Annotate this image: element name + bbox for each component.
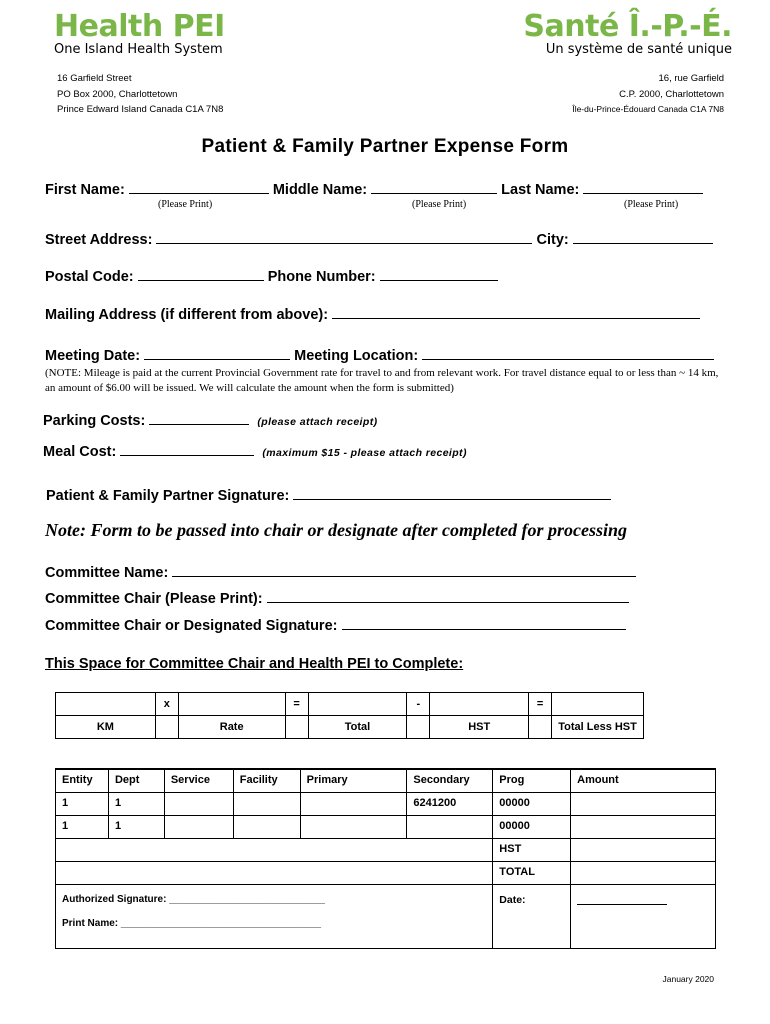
address-line: Prince Edward Island Canada C1A 7N8 [57, 104, 224, 115]
spacer-cell [285, 716, 308, 739]
logo-title: Health PEI [54, 9, 225, 44]
km-input[interactable] [56, 693, 156, 716]
mailing-row [45, 304, 700, 323]
mailing-address-label: Mailing Address (if different from above): [45, 307, 329, 323]
spacer-cell [529, 716, 552, 739]
total-label: Total [308, 716, 407, 739]
first-name-label: First Name: [45, 182, 125, 198]
date-cell[interactable] [571, 884, 716, 948]
please-print-hint: (Please Print) [158, 199, 213, 210]
middle-name-label: Middle Name: [272, 182, 368, 198]
processing-note: Note: Form to be passed into chair or designate after completed for processing [45, 520, 627, 540]
calc-label-row [56, 716, 644, 739]
address-line: 16, rue Garfield [658, 73, 724, 84]
meal-cost-field[interactable] [120, 441, 254, 456]
middle-name-field[interactable] [371, 179, 497, 194]
address-line: C.P. 2000, Charlottetown [619, 88, 724, 100]
form-title: Patient & Family Partner Expense Form [201, 136, 569, 157]
address-french [572, 71, 724, 118]
logo-subtitle: One Island Health System [54, 42, 223, 57]
address-line: PO Box 2000, Charlottetown [57, 88, 178, 100]
table-row [56, 792, 716, 815]
name-row [45, 179, 703, 198]
rate-input[interactable] [178, 693, 285, 716]
meal-cost-label: Meal Cost: [43, 444, 117, 460]
km-label: KM [56, 716, 156, 739]
address-english [57, 71, 223, 118]
postal-code-label: Postal Code: [45, 269, 134, 285]
operator: = [285, 693, 308, 716]
dept-header: Dept [108, 769, 164, 792]
committee-chair-label: Committee Chair (Please Print): [45, 591, 263, 607]
city-field[interactable] [573, 229, 713, 244]
committee-section-heading: This Space for Committee Chair and Health PEI to Complete: [45, 656, 464, 672]
entity-cell[interactable]: 1 [56, 792, 109, 815]
last-name-label: Last Name: [501, 182, 580, 198]
rate-label: Rate [178, 716, 285, 739]
logo-subtitle-fr: Un système de santé unique [545, 42, 732, 57]
total-amount-cell[interactable] [571, 861, 716, 884]
committee-name-row [45, 562, 636, 581]
parking-hint: (please attach receipt) [257, 416, 378, 428]
committee-chair-row [45, 588, 629, 607]
postal-row [45, 266, 498, 285]
committee-name-field[interactable] [172, 562, 636, 577]
hst-label: HST [430, 716, 529, 739]
street-address-label: Street Address: [45, 232, 153, 248]
authorization-row [56, 884, 716, 948]
committee-name-label: Committee Name: [45, 565, 169, 581]
blank-cell [56, 838, 493, 861]
sante-ipe-logo [523, 10, 732, 57]
facility-header: Facility [233, 769, 300, 792]
please-print-hint: (Please Print) [624, 199, 679, 210]
mileage-note: (NOTE: Mileage is paid at the current Provincial Government rate for travel to and from relevant work. For travel distance equal to or less than ~ 14 km, an amount of $6.00 will be issued. We will calculate the amount when the form is submitted) [45, 367, 719, 394]
dept-cell[interactable]: 1 [108, 792, 164, 815]
amount-header: Amount [571, 769, 716, 792]
hst-row [56, 838, 716, 861]
facility-cell[interactable] [233, 815, 300, 838]
address-line: 16 Garfield Street [57, 73, 132, 84]
operator: - [407, 693, 430, 716]
meal-hint: (maximum $15 - please attach receipt) [262, 447, 467, 459]
last-name-field[interactable] [583, 179, 703, 194]
authorization-cell [56, 884, 493, 948]
meeting-location-label: Meeting Location: [294, 348, 419, 364]
spacer-cell [407, 716, 430, 739]
first-name-field[interactable] [129, 179, 269, 194]
service-header: Service [164, 769, 233, 792]
secondary-cell[interactable] [407, 815, 493, 838]
committee-signature-field[interactable] [342, 615, 626, 630]
service-cell[interactable] [164, 792, 233, 815]
parking-costs-label: Parking Costs: [43, 413, 146, 429]
entity-header: Entity [56, 769, 109, 792]
meeting-location-field[interactable] [422, 345, 714, 360]
meal-row [43, 441, 467, 460]
street-row [45, 229, 713, 248]
total-less-hst-input[interactable] [552, 693, 644, 716]
hst-input[interactable] [430, 693, 529, 716]
amount-cell[interactable] [571, 792, 716, 815]
committee-signature-label: Committee Chair or Designated Signature: [45, 618, 338, 634]
prog-cell[interactable]: 00000 [493, 792, 571, 815]
please-print-hint: (Please Print) [412, 199, 467, 210]
health-pei-logo [54, 10, 225, 57]
hst-row-label: HST [493, 838, 571, 861]
authorized-signature-field[interactable]: Authorized Signature: ____________________________ [62, 893, 325, 905]
mileage-calc-table [55, 692, 644, 739]
primary-header: Primary [300, 769, 407, 792]
prog-cell[interactable]: 00000 [493, 815, 571, 838]
dept-cell[interactable]: 1 [108, 815, 164, 838]
account-header-row [56, 769, 716, 792]
partner-signature-label: Patient & Family Partner Signature: [46, 488, 290, 504]
total-row [56, 861, 716, 884]
total-less-hst-label: Total Less HST [552, 716, 644, 739]
service-cell[interactable] [164, 815, 233, 838]
parking-row [43, 410, 377, 429]
footer-date: January 2020 [662, 974, 714, 984]
committee-chair-field[interactable] [267, 588, 629, 603]
operator: x [155, 693, 178, 716]
mailing-address-field[interactable] [332, 304, 700, 319]
city-label: City: [536, 232, 569, 248]
hst-amount-cell[interactable] [571, 838, 716, 861]
total-input[interactable] [308, 693, 407, 716]
print-name-field[interactable]: Print Name: ____________________________________ [62, 917, 322, 929]
primary-cell[interactable] [300, 792, 407, 815]
postal-code-field[interactable] [138, 266, 264, 281]
logo-title-fr: Santé Î.-P.-É. [523, 9, 732, 44]
date-label: Date: [493, 884, 571, 948]
facility-cell[interactable] [233, 792, 300, 815]
committee-signature-row [45, 615, 626, 634]
meeting-row [45, 345, 714, 364]
meeting-date-field[interactable] [144, 345, 290, 360]
entity-cell[interactable]: 1 [56, 815, 109, 838]
phone-number-label: Phone Number: [267, 269, 376, 285]
prog-header: Prog [493, 769, 571, 792]
amount-cell[interactable] [571, 815, 716, 838]
partner-signature-row [46, 485, 611, 504]
date-field[interactable] [577, 894, 667, 905]
calc-input-row [56, 693, 644, 716]
street-address-field[interactable] [156, 229, 532, 244]
meeting-date-label: Meeting Date: [45, 348, 141, 364]
account-coding-table [55, 768, 716, 949]
table-row [56, 815, 716, 838]
primary-cell[interactable] [300, 815, 407, 838]
secondary-cell[interactable]: 6241200 [407, 792, 493, 815]
total-row-label: TOTAL [493, 861, 571, 884]
spacer-cell [155, 716, 178, 739]
operator: = [529, 693, 552, 716]
address-line: Île-du-Prince-Édouard Canada C1A 7N8 [572, 104, 724, 114]
phone-number-field[interactable] [380, 266, 498, 281]
parking-costs-field[interactable] [149, 410, 249, 425]
blank-cell [56, 861, 493, 884]
partner-signature-field[interactable] [293, 485, 611, 500]
secondary-header: Secondary [407, 769, 493, 792]
